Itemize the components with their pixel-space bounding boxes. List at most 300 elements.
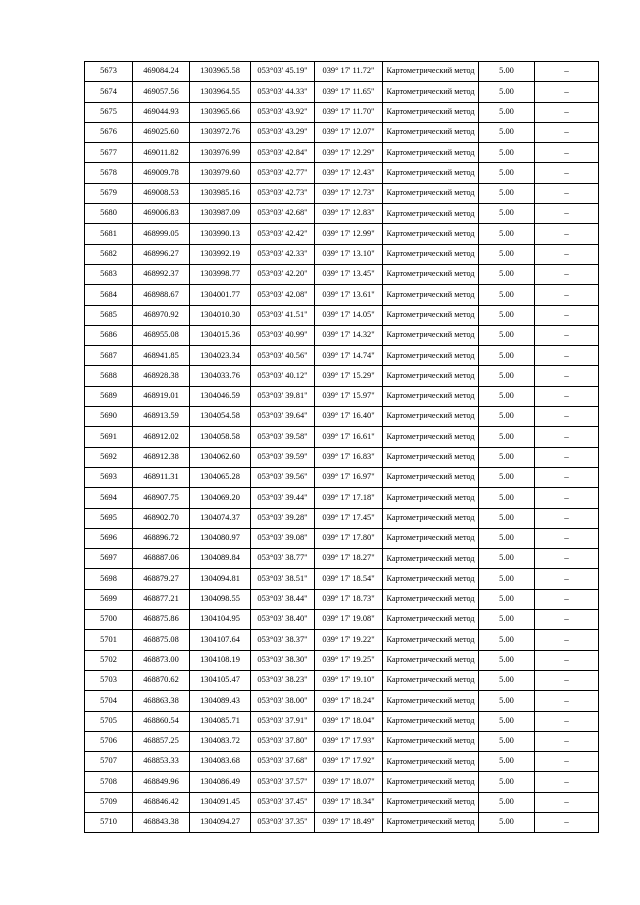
- latitude-cell: 053°03' 39.81": [251, 386, 315, 406]
- method-cell: Картометрический метод: [383, 792, 479, 812]
- note-cell: –: [535, 122, 599, 142]
- note-cell: –: [535, 792, 599, 812]
- x-coordinate-cell: 469044.93: [133, 102, 190, 122]
- y-coordinate-cell: 1304080.97: [190, 528, 251, 548]
- y-coordinate-cell: 1304054.58: [190, 407, 251, 427]
- latitude-cell: 053°03' 42.08": [251, 285, 315, 305]
- method-cell: Картометрический метод: [383, 569, 479, 589]
- latitude-cell: 053°03' 42.20": [251, 264, 315, 284]
- latitude-cell: 053°03' 38.37": [251, 630, 315, 650]
- y-coordinate-cell: 1304089.43: [190, 691, 251, 711]
- method-cell: Картометрический метод: [383, 346, 479, 366]
- accuracy-cell: 5.00: [479, 488, 535, 508]
- table-row: [85, 427, 599, 447]
- y-coordinate-cell: 1303979.60: [190, 163, 251, 183]
- x-coordinate-cell: 468912.02: [133, 427, 190, 447]
- method-cell: Картометрический метод: [383, 244, 479, 264]
- point-number-cell: 5704: [85, 691, 133, 711]
- y-coordinate-cell: 1304104.95: [190, 610, 251, 630]
- point-number-cell: 5708: [85, 772, 133, 792]
- method-cell: Картометрический метод: [383, 264, 479, 284]
- x-coordinate-cell: 469009.78: [133, 163, 190, 183]
- note-cell: –: [535, 305, 599, 325]
- note-cell: –: [535, 366, 599, 386]
- latitude-cell: 053°03' 39.56": [251, 467, 315, 487]
- x-coordinate-cell: 468912.38: [133, 447, 190, 467]
- table-row: [85, 812, 599, 832]
- method-cell: Картометрический метод: [383, 82, 479, 102]
- accuracy-cell: 5.00: [479, 305, 535, 325]
- x-coordinate-cell: 468955.08: [133, 325, 190, 345]
- method-cell: Картометрический метод: [383, 305, 479, 325]
- method-cell: Картометрический метод: [383, 427, 479, 447]
- latitude-cell: 053°03' 39.58": [251, 427, 315, 447]
- accuracy-cell: 5.00: [479, 143, 535, 163]
- table-row: [85, 204, 599, 224]
- accuracy-cell: 5.00: [479, 630, 535, 650]
- longitude-cell: 039° 17' 15.97": [315, 386, 383, 406]
- note-cell: –: [535, 812, 599, 832]
- point-number-cell: 5690: [85, 407, 133, 427]
- method-cell: Картометрический метод: [383, 589, 479, 609]
- longitude-cell: 039° 17' 19.10": [315, 670, 383, 690]
- latitude-cell: 053°03' 42.77": [251, 163, 315, 183]
- point-number-cell: 5687: [85, 346, 133, 366]
- note-cell: –: [535, 386, 599, 406]
- latitude-cell: 053°03' 39.28": [251, 508, 315, 528]
- longitude-cell: 039° 17' 16.61": [315, 427, 383, 447]
- table-row: [85, 792, 599, 812]
- point-number-cell: 5697: [85, 549, 133, 569]
- latitude-cell: 053°03' 39.44": [251, 488, 315, 508]
- table-row: [85, 691, 599, 711]
- y-coordinate-cell: 1304098.55: [190, 589, 251, 609]
- table-row: [85, 772, 599, 792]
- table-row: [85, 224, 599, 244]
- accuracy-cell: 5.00: [479, 122, 535, 142]
- point-number-cell: 5695: [85, 508, 133, 528]
- point-number-cell: 5705: [85, 711, 133, 731]
- longitude-cell: 039° 17' 17.45": [315, 508, 383, 528]
- latitude-cell: 053°03' 38.23": [251, 670, 315, 690]
- note-cell: –: [535, 163, 599, 183]
- longitude-cell: 039° 17' 13.45": [315, 264, 383, 284]
- point-number-cell: 5694: [85, 488, 133, 508]
- latitude-cell: 053°03' 42.42": [251, 224, 315, 244]
- point-number-cell: 5699: [85, 589, 133, 609]
- y-coordinate-cell: 1304094.27: [190, 812, 251, 832]
- method-cell: Картометрический метод: [383, 163, 479, 183]
- x-coordinate-cell: 468999.05: [133, 224, 190, 244]
- coordinates-table: [84, 61, 599, 833]
- longitude-cell: 039° 17' 12.07": [315, 122, 383, 142]
- table-row: [85, 528, 599, 548]
- method-cell: Картометрический метод: [383, 325, 479, 345]
- latitude-cell: 053°03' 37.91": [251, 711, 315, 731]
- accuracy-cell: 5.00: [479, 691, 535, 711]
- point-number-cell: 5677: [85, 143, 133, 163]
- point-number-cell: 5693: [85, 467, 133, 487]
- x-coordinate-cell: 468907.75: [133, 488, 190, 508]
- latitude-cell: 053°03' 37.35": [251, 812, 315, 832]
- x-coordinate-cell: 468873.00: [133, 650, 190, 670]
- note-cell: –: [535, 549, 599, 569]
- note-cell: –: [535, 204, 599, 224]
- table-row: [85, 305, 599, 325]
- point-number-cell: 5688: [85, 366, 133, 386]
- y-coordinate-cell: 1304108.19: [190, 650, 251, 670]
- point-number-cell: 5673: [85, 62, 133, 82]
- x-coordinate-cell: 469008.53: [133, 183, 190, 203]
- point-number-cell: 5684: [85, 285, 133, 305]
- table-row: [85, 386, 599, 406]
- note-cell: –: [535, 650, 599, 670]
- y-coordinate-cell: 1303985.16: [190, 183, 251, 203]
- accuracy-cell: 5.00: [479, 792, 535, 812]
- x-coordinate-cell: 468857.25: [133, 731, 190, 751]
- note-cell: –: [535, 610, 599, 630]
- y-coordinate-cell: 1304083.72: [190, 731, 251, 751]
- method-cell: Картометрический метод: [383, 610, 479, 630]
- longitude-cell: 039° 17' 18.54": [315, 569, 383, 589]
- table-row: [85, 122, 599, 142]
- note-cell: –: [535, 488, 599, 508]
- latitude-cell: 053°03' 38.00": [251, 691, 315, 711]
- x-coordinate-cell: 468863.38: [133, 691, 190, 711]
- longitude-cell: 039° 17' 18.49": [315, 812, 383, 832]
- latitude-cell: 053°03' 45.19": [251, 62, 315, 82]
- method-cell: Картометрический метод: [383, 711, 479, 731]
- x-coordinate-cell: 468996.27: [133, 244, 190, 264]
- note-cell: –: [535, 183, 599, 203]
- x-coordinate-cell: 468843.38: [133, 812, 190, 832]
- accuracy-cell: 5.00: [479, 467, 535, 487]
- note-cell: –: [535, 467, 599, 487]
- latitude-cell: 053°03' 43.92": [251, 102, 315, 122]
- accuracy-cell: 5.00: [479, 366, 535, 386]
- method-cell: Картометрический метод: [383, 102, 479, 122]
- x-coordinate-cell: 469084.24: [133, 62, 190, 82]
- accuracy-cell: 5.00: [479, 407, 535, 427]
- latitude-cell: 053°03' 39.59": [251, 447, 315, 467]
- latitude-cell: 053°03' 40.12": [251, 366, 315, 386]
- accuracy-cell: 5.00: [479, 427, 535, 447]
- longitude-cell: 039° 17' 19.22": [315, 630, 383, 650]
- point-number-cell: 5685: [85, 305, 133, 325]
- longitude-cell: 039° 17' 12.99": [315, 224, 383, 244]
- note-cell: –: [535, 346, 599, 366]
- y-coordinate-cell: 1304010.30: [190, 305, 251, 325]
- x-coordinate-cell: 469025.60: [133, 122, 190, 142]
- latitude-cell: 053°03' 37.68": [251, 752, 315, 772]
- accuracy-cell: 5.00: [479, 183, 535, 203]
- accuracy-cell: 5.00: [479, 812, 535, 832]
- y-coordinate-cell: 1304089.84: [190, 549, 251, 569]
- accuracy-cell: 5.00: [479, 244, 535, 264]
- table-row: [85, 82, 599, 102]
- y-coordinate-cell: 1303992.19: [190, 244, 251, 264]
- longitude-cell: 039° 17' 18.07": [315, 772, 383, 792]
- longitude-cell: 039° 17' 14.05": [315, 305, 383, 325]
- note-cell: –: [535, 711, 599, 731]
- table-row: [85, 670, 599, 690]
- longitude-cell: 039° 17' 12.83": [315, 204, 383, 224]
- method-cell: Картометрический метод: [383, 204, 479, 224]
- x-coordinate-cell: 468846.42: [133, 792, 190, 812]
- method-cell: Картометрический метод: [383, 467, 479, 487]
- x-coordinate-cell: 469011.82: [133, 143, 190, 163]
- y-coordinate-cell: 1303998.77: [190, 264, 251, 284]
- accuracy-cell: 5.00: [479, 346, 535, 366]
- longitude-cell: 039° 17' 12.29": [315, 143, 383, 163]
- method-cell: Картометрический метод: [383, 122, 479, 142]
- latitude-cell: 053°03' 40.56": [251, 346, 315, 366]
- latitude-cell: 053°03' 42.73": [251, 183, 315, 203]
- point-number-cell: 5698: [85, 569, 133, 589]
- x-coordinate-cell: 468887.06: [133, 549, 190, 569]
- accuracy-cell: 5.00: [479, 447, 535, 467]
- x-coordinate-cell: 468875.86: [133, 610, 190, 630]
- table-row: [85, 711, 599, 731]
- y-coordinate-cell: 1304058.58: [190, 427, 251, 447]
- longitude-cell: 039° 17' 11.65": [315, 82, 383, 102]
- accuracy-cell: 5.00: [479, 752, 535, 772]
- latitude-cell: 053°03' 43.29": [251, 122, 315, 142]
- longitude-cell: 039° 17' 18.27": [315, 549, 383, 569]
- point-number-cell: 5686: [85, 325, 133, 345]
- x-coordinate-cell: 468928.38: [133, 366, 190, 386]
- table-row: [85, 447, 599, 467]
- accuracy-cell: 5.00: [479, 589, 535, 609]
- longitude-cell: 039° 17' 11.70": [315, 102, 383, 122]
- accuracy-cell: 5.00: [479, 163, 535, 183]
- accuracy-cell: 5.00: [479, 82, 535, 102]
- latitude-cell: 053°03' 38.40": [251, 610, 315, 630]
- point-number-cell: 5681: [85, 224, 133, 244]
- longitude-cell: 039° 17' 18.73": [315, 589, 383, 609]
- note-cell: –: [535, 264, 599, 284]
- x-coordinate-cell: 468941.85: [133, 346, 190, 366]
- note-cell: –: [535, 528, 599, 548]
- note-cell: –: [535, 244, 599, 264]
- note-cell: –: [535, 772, 599, 792]
- longitude-cell: 039° 17' 17.18": [315, 488, 383, 508]
- x-coordinate-cell: 468875.08: [133, 630, 190, 650]
- method-cell: Картометрический метод: [383, 691, 479, 711]
- point-number-cell: 5701: [85, 630, 133, 650]
- accuracy-cell: 5.00: [479, 325, 535, 345]
- table-row: [85, 346, 599, 366]
- note-cell: –: [535, 508, 599, 528]
- latitude-cell: 053°03' 37.45": [251, 792, 315, 812]
- accuracy-cell: 5.00: [479, 62, 535, 82]
- point-number-cell: 5674: [85, 82, 133, 102]
- method-cell: Картометрический метод: [383, 812, 479, 832]
- method-cell: Картометрический метод: [383, 447, 479, 467]
- y-coordinate-cell: 1304023.34: [190, 346, 251, 366]
- note-cell: –: [535, 325, 599, 345]
- latitude-cell: 053°03' 37.57": [251, 772, 315, 792]
- x-coordinate-cell: 468919.01: [133, 386, 190, 406]
- x-coordinate-cell: 468896.72: [133, 528, 190, 548]
- method-cell: Картометрический метод: [383, 670, 479, 690]
- accuracy-cell: 5.00: [479, 569, 535, 589]
- y-coordinate-cell: 1303964.55: [190, 82, 251, 102]
- point-number-cell: 5689: [85, 386, 133, 406]
- point-number-cell: 5683: [85, 264, 133, 284]
- y-coordinate-cell: 1304069.20: [190, 488, 251, 508]
- table-row: [85, 183, 599, 203]
- y-coordinate-cell: 1304085.71: [190, 711, 251, 731]
- method-cell: Картометрический метод: [383, 143, 479, 163]
- table-row: [85, 264, 599, 284]
- point-number-cell: 5706: [85, 731, 133, 751]
- longitude-cell: 039° 17' 12.73": [315, 183, 383, 203]
- note-cell: –: [535, 82, 599, 102]
- latitude-cell: 053°03' 41.51": [251, 305, 315, 325]
- latitude-cell: 053°03' 44.33": [251, 82, 315, 102]
- table-row: [85, 285, 599, 305]
- point-number-cell: 5678: [85, 163, 133, 183]
- accuracy-cell: 5.00: [479, 610, 535, 630]
- accuracy-cell: 5.00: [479, 650, 535, 670]
- y-coordinate-cell: 1303972.76: [190, 122, 251, 142]
- latitude-cell: 053°03' 38.44": [251, 589, 315, 609]
- longitude-cell: 039° 17' 19.25": [315, 650, 383, 670]
- table-row: [85, 508, 599, 528]
- table-row: [85, 366, 599, 386]
- x-coordinate-cell: 468970.92: [133, 305, 190, 325]
- y-coordinate-cell: 1304094.81: [190, 569, 251, 589]
- y-coordinate-cell: 1304107.64: [190, 630, 251, 650]
- method-cell: Картометрический метод: [383, 528, 479, 548]
- accuracy-cell: 5.00: [479, 731, 535, 751]
- point-number-cell: 5710: [85, 812, 133, 832]
- method-cell: Картометрический метод: [383, 407, 479, 427]
- longitude-cell: 039° 17' 16.83": [315, 447, 383, 467]
- method-cell: Картометрический метод: [383, 224, 479, 244]
- x-coordinate-cell: 468992.37: [133, 264, 190, 284]
- longitude-cell: 039° 17' 13.61": [315, 285, 383, 305]
- point-number-cell: 5676: [85, 122, 133, 142]
- x-coordinate-cell: 468853.33: [133, 752, 190, 772]
- longitude-cell: 039° 17' 18.24": [315, 691, 383, 711]
- y-coordinate-cell: 1303976.99: [190, 143, 251, 163]
- point-number-cell: 5696: [85, 528, 133, 548]
- longitude-cell: 039° 17' 14.74": [315, 346, 383, 366]
- method-cell: Картометрический метод: [383, 772, 479, 792]
- latitude-cell: 053°03' 40.99": [251, 325, 315, 345]
- note-cell: –: [535, 427, 599, 447]
- x-coordinate-cell: 468911.31: [133, 467, 190, 487]
- accuracy-cell: 5.00: [479, 386, 535, 406]
- accuracy-cell: 5.00: [479, 264, 535, 284]
- table-row: [85, 650, 599, 670]
- latitude-cell: 053°03' 42.84": [251, 143, 315, 163]
- accuracy-cell: 5.00: [479, 711, 535, 731]
- note-cell: –: [535, 569, 599, 589]
- note-cell: –: [535, 670, 599, 690]
- note-cell: –: [535, 62, 599, 82]
- point-number-cell: 5707: [85, 752, 133, 772]
- y-coordinate-cell: 1304062.60: [190, 447, 251, 467]
- y-coordinate-cell: 1304105.47: [190, 670, 251, 690]
- x-coordinate-cell: 469057.56: [133, 82, 190, 102]
- longitude-cell: 039° 17' 17.80": [315, 528, 383, 548]
- point-number-cell: 5702: [85, 650, 133, 670]
- method-cell: Картометрический метод: [383, 752, 479, 772]
- method-cell: Картометрический метод: [383, 285, 479, 305]
- x-coordinate-cell: 468913.59: [133, 407, 190, 427]
- note-cell: –: [535, 589, 599, 609]
- latitude-cell: 053°03' 39.08": [251, 528, 315, 548]
- x-coordinate-cell: 468988.67: [133, 285, 190, 305]
- longitude-cell: 039° 17' 18.34": [315, 792, 383, 812]
- table-row: [85, 62, 599, 82]
- accuracy-cell: 5.00: [479, 772, 535, 792]
- table-body: [85, 62, 599, 833]
- longitude-cell: 039° 17' 15.29": [315, 366, 383, 386]
- point-number-cell: 5692: [85, 447, 133, 467]
- longitude-cell: 039° 17' 16.40": [315, 407, 383, 427]
- point-number-cell: 5700: [85, 610, 133, 630]
- latitude-cell: 053°03' 39.64": [251, 407, 315, 427]
- latitude-cell: 053°03' 38.51": [251, 569, 315, 589]
- method-cell: Картометрический метод: [383, 650, 479, 670]
- table-row: [85, 589, 599, 609]
- longitude-cell: 039° 17' 17.92": [315, 752, 383, 772]
- accuracy-cell: 5.00: [479, 285, 535, 305]
- point-number-cell: 5679: [85, 183, 133, 203]
- note-cell: –: [535, 752, 599, 772]
- accuracy-cell: 5.00: [479, 670, 535, 690]
- longitude-cell: 039° 17' 11.72": [315, 62, 383, 82]
- y-coordinate-cell: 1304001.77: [190, 285, 251, 305]
- latitude-cell: 053°03' 42.68": [251, 204, 315, 224]
- longitude-cell: 039° 17' 18.04": [315, 711, 383, 731]
- point-number-cell: 5675: [85, 102, 133, 122]
- y-coordinate-cell: 1304015.36: [190, 325, 251, 345]
- accuracy-cell: 5.00: [479, 549, 535, 569]
- longitude-cell: 039° 17' 13.10": [315, 244, 383, 264]
- method-cell: Картометрический метод: [383, 488, 479, 508]
- latitude-cell: 053°03' 38.77": [251, 549, 315, 569]
- method-cell: Картометрический метод: [383, 366, 479, 386]
- y-coordinate-cell: 1304074.37: [190, 508, 251, 528]
- y-coordinate-cell: 1304065.28: [190, 467, 251, 487]
- table-row: [85, 143, 599, 163]
- x-coordinate-cell: 468902.70: [133, 508, 190, 528]
- x-coordinate-cell: 468849.96: [133, 772, 190, 792]
- x-coordinate-cell: 468877.21: [133, 589, 190, 609]
- point-number-cell: 5709: [85, 792, 133, 812]
- table-row: [85, 731, 599, 751]
- longitude-cell: 039° 17' 16.97": [315, 467, 383, 487]
- point-number-cell: 5680: [85, 204, 133, 224]
- accuracy-cell: 5.00: [479, 508, 535, 528]
- longitude-cell: 039° 17' 14.32": [315, 325, 383, 345]
- method-cell: Картометрический метод: [383, 508, 479, 528]
- latitude-cell: 053°03' 37.80": [251, 731, 315, 751]
- method-cell: Картометрический метод: [383, 183, 479, 203]
- table-row: [85, 244, 599, 264]
- table-row: [85, 549, 599, 569]
- y-coordinate-cell: 1303990.13: [190, 224, 251, 244]
- table-row: [85, 488, 599, 508]
- point-number-cell: 5682: [85, 244, 133, 264]
- longitude-cell: 039° 17' 12.43": [315, 163, 383, 183]
- table-row: [85, 163, 599, 183]
